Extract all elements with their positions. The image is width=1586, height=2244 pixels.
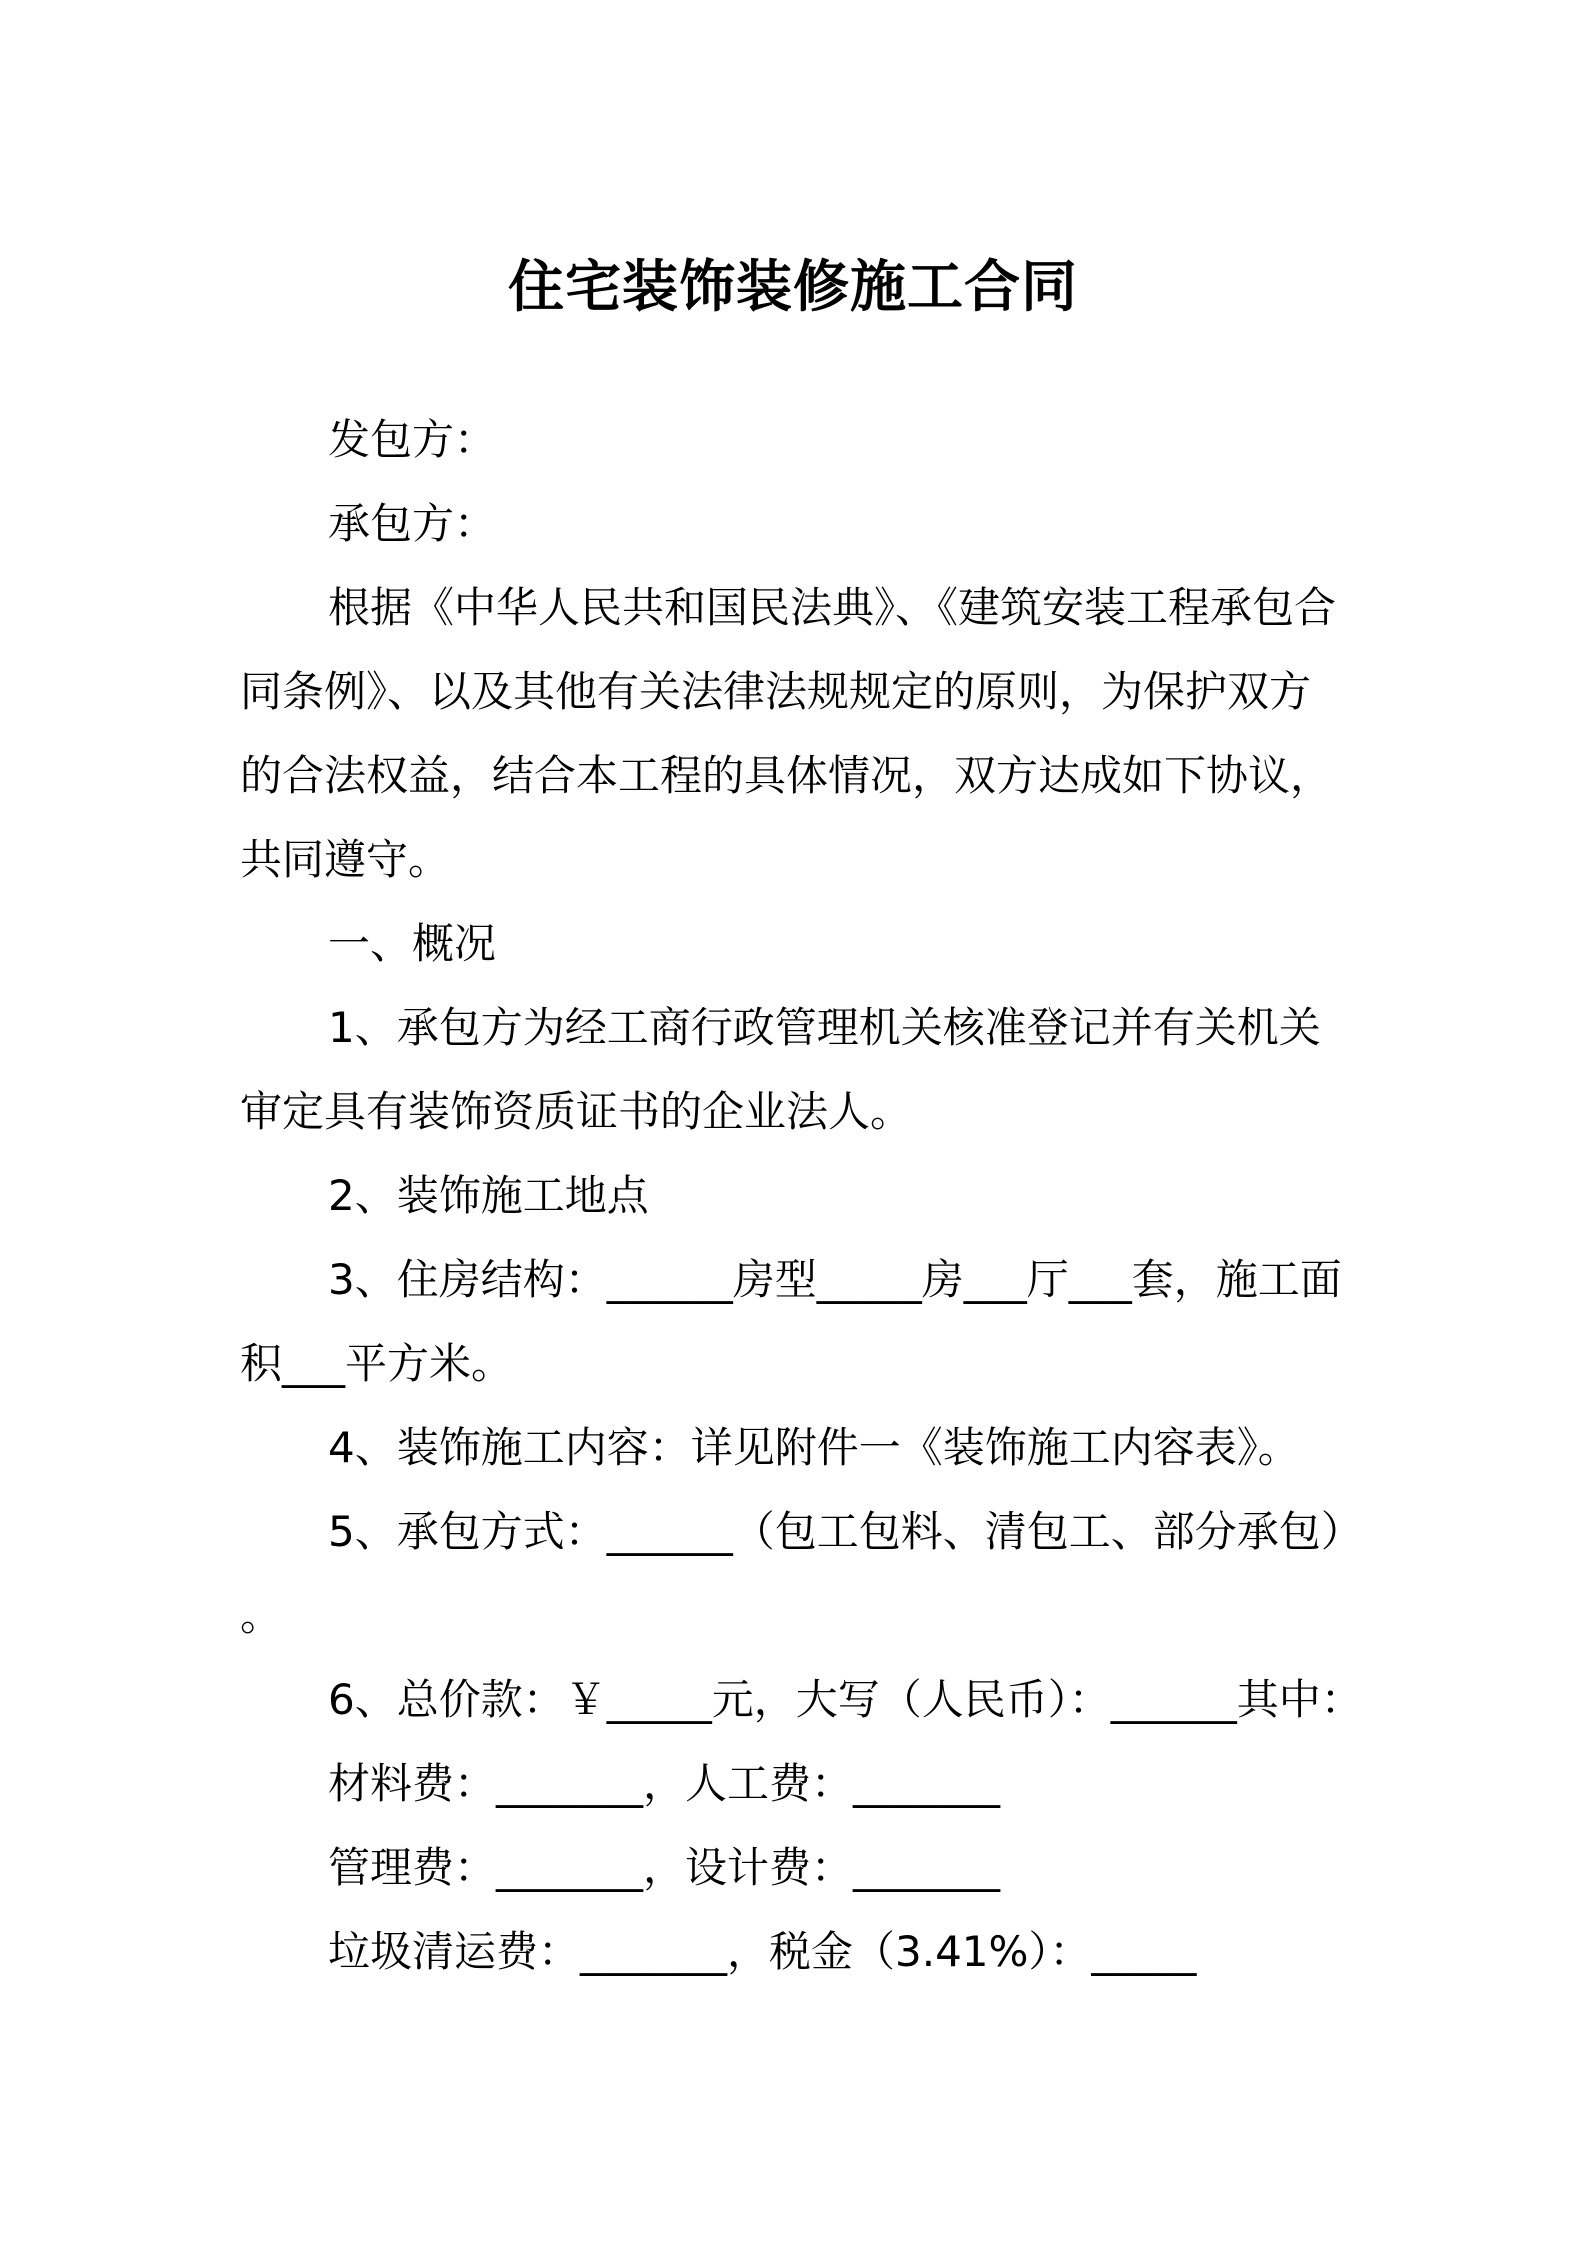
clause-6-line-1: 6、总价款：￥_____元，大写（人民币）：______其中： [328,1675,1363,1724]
party-b-line: 承包方： [328,499,497,548]
clause-6-management-design-line: 管理费：_______，设计费：_______ [328,1843,1001,1892]
clause-5-line-2: 。 [240,1591,283,1640]
clause-5-line-1: 5、承包方式：______（包工包料、清包工、部分承包） [328,1507,1363,1556]
contract-body [240,398,1363,1994]
clause-3-line-2: 积___平方米。 [240,1339,514,1388]
clause-4-line: 4、装饰施工内容：详见附件一《装饰施工内容表》。 [328,1423,1300,1472]
clause-6-material-labor-line: 材料费：_______，人工费：_______ [328,1759,1001,1808]
preamble-line-3: 的合法权益，结合本工程的具体情况，双方达成如下协议， [240,751,1333,800]
preamble-line-2: 同条例》、以及其他有关法律法规规定的原则，为保护双方 [240,667,1312,716]
clause-6-waste-tax-line: 垃圾清运费：_______，税金（3.41%）：_____ [328,1927,1197,1976]
preamble-line-1: 根据《中华人民共和国民法典》、《建筑安装工程承包合 [328,583,1337,632]
clause-1-line-2: 审定具有装饰资质证书的企业法人。 [240,1087,913,1136]
clause-1-line-1: 1、承包方为经工商行政管理机关核准登记并有关机关 [328,1003,1321,1052]
clause-3-line-1: 3、住房结构：______房型_____房___厅___套，施工面 [328,1255,1342,1304]
party-a-line: 发包方： [328,415,497,464]
preamble-line-4: 共同遵守。 [240,835,451,884]
section-heading-overview: 一、概况 [328,919,497,968]
clause-2-line: 2、装饰施工地点 [328,1171,649,1220]
document-title: 住宅装饰装修施工合同 [508,255,1078,320]
